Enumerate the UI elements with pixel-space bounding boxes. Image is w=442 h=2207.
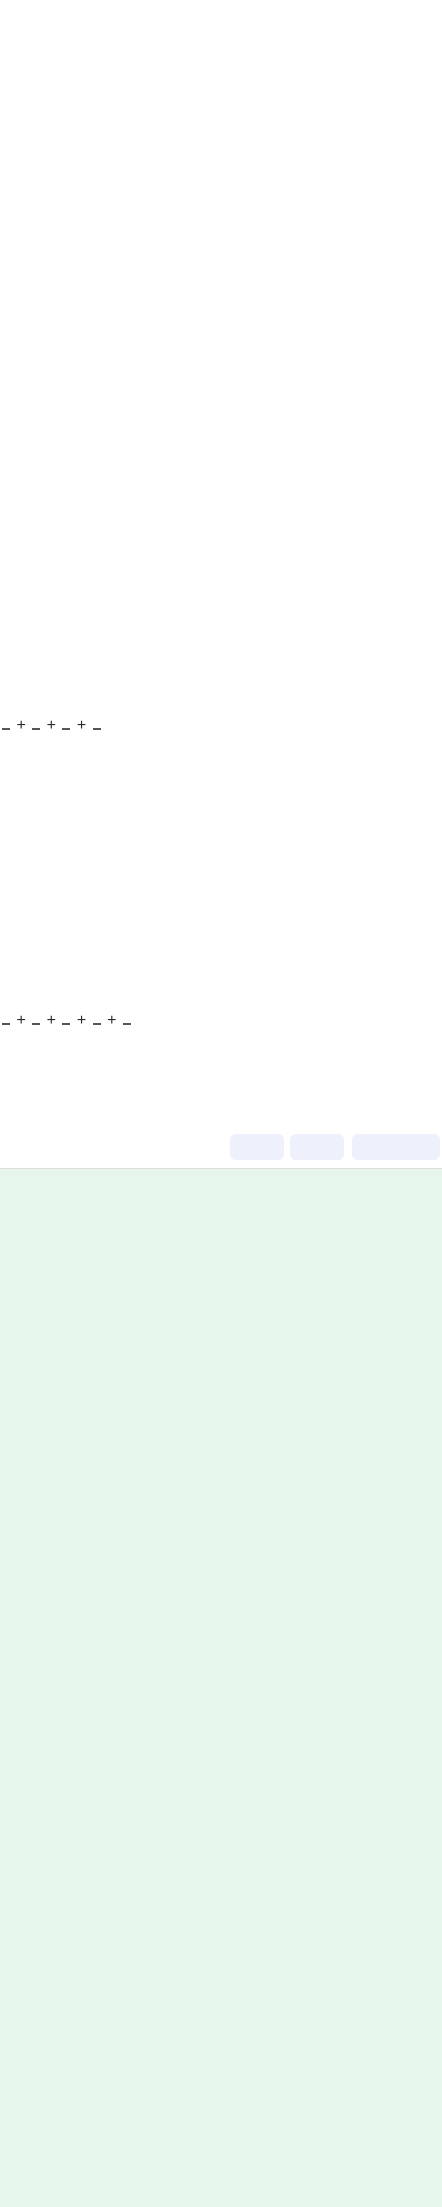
suffix-box bbox=[32, 1023, 40, 1025]
ending-box bbox=[93, 1023, 101, 1025]
root-box bbox=[2, 1023, 10, 1025]
morpheme-scheme-pokrashennyi: + + + bbox=[0, 717, 440, 739]
suffix-box bbox=[62, 1023, 70, 1025]
next-exercise-button[interactable] bbox=[290, 1134, 344, 1160]
exercise-panel bbox=[0, 1168, 442, 2207]
all-exercises-button[interactable] bbox=[352, 1134, 440, 1160]
suffix-box bbox=[62, 728, 70, 730]
morpheme-scheme-glyadelos: + + + + bbox=[0, 1012, 440, 1034]
prefix-box bbox=[2, 728, 10, 730]
exercise-nav-bar bbox=[0, 1128, 442, 1169]
root-box bbox=[32, 728, 40, 730]
prev-exercise-button[interactable] bbox=[230, 1134, 284, 1160]
ending-box bbox=[93, 728, 101, 730]
postfix-box bbox=[123, 1023, 131, 1025]
